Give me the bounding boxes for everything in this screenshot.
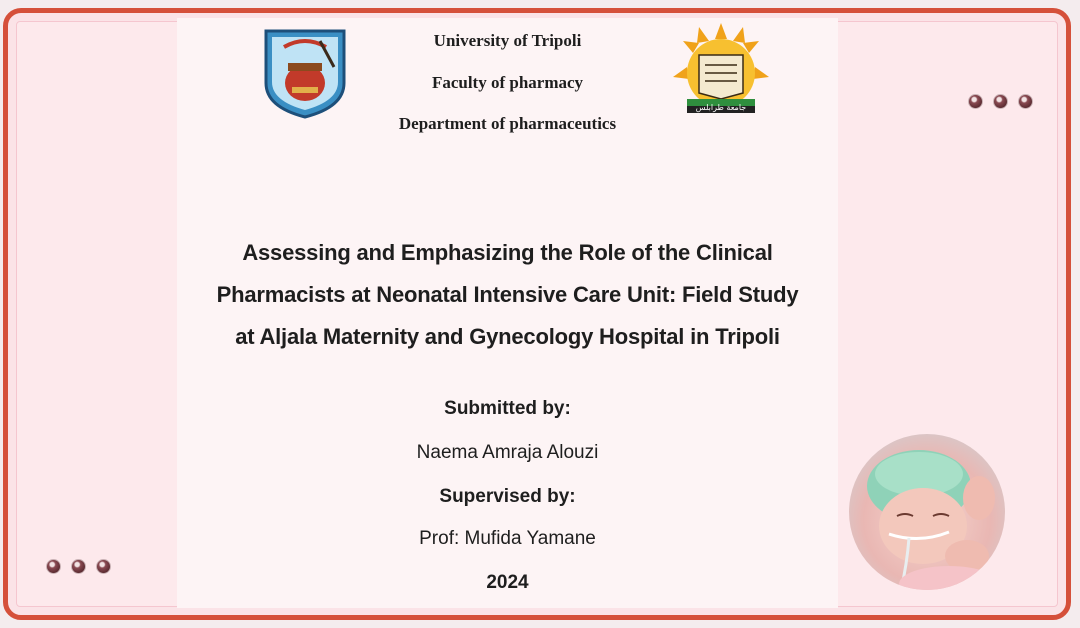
author-name: Naema Amraja Alouzi	[416, 442, 599, 463]
dot-icon	[96, 559, 111, 574]
year: 2024	[486, 572, 529, 593]
supervised-by-label: Supervised by:	[439, 486, 576, 507]
dot-icon	[71, 559, 86, 574]
thesis-title-line-3: at Aljala Maternity and Gynecology Hospital in Tripoli	[235, 324, 780, 349]
decorative-dots-top-right	[968, 94, 1033, 109]
university-name: University of Tripoli	[433, 31, 582, 50]
newborn-baby-image	[849, 434, 1005, 590]
department-name: Department of pharmaceutics	[398, 114, 617, 133]
dot-icon	[46, 559, 61, 574]
submitted-by-label: Submitted by:	[444, 398, 571, 419]
svg-text:جامعة طرابلس: جامعة طرابلس	[695, 103, 747, 112]
supervisor-name: Prof: Mufida Yamane	[419, 528, 596, 549]
dot-icon	[1018, 94, 1033, 109]
dot-icon	[993, 94, 1008, 109]
faculty-name: Faculty of pharmacy	[431, 73, 584, 92]
decorative-dots-bottom-left	[46, 559, 111, 574]
dot-icon	[968, 94, 983, 109]
thesis-title-line-1: Assessing and Emphasizing the Role of the Clinical	[242, 240, 773, 265]
thesis-title-line-2: Pharmacists at Neonatal Intensive Care Unit: Field Study	[216, 282, 799, 307]
